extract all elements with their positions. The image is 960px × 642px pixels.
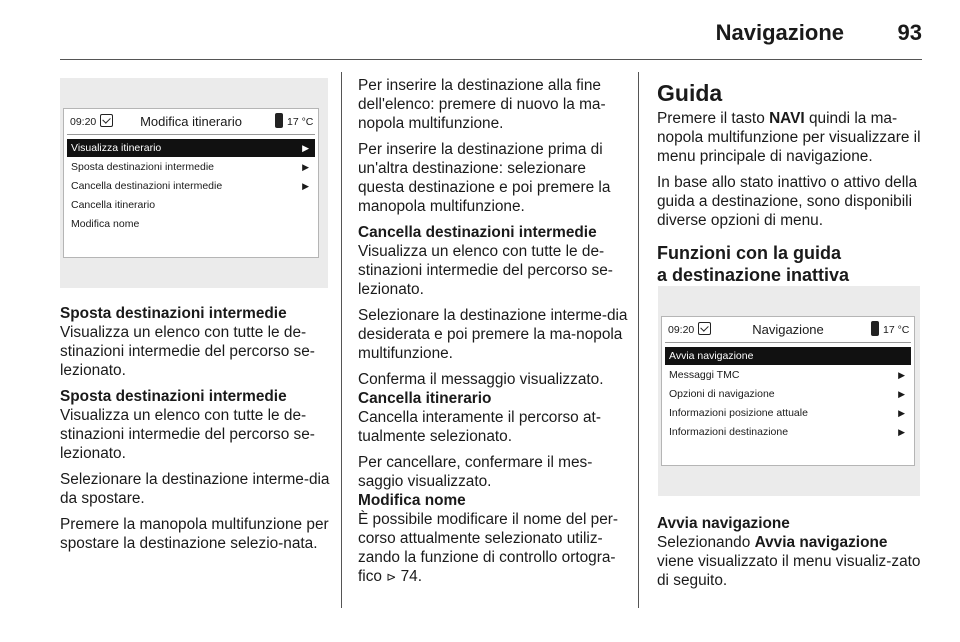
arrow-ref-icon: ⊳ — [386, 570, 397, 584]
temperature: 17 °C — [883, 324, 910, 336]
paragraph: Per cancellare, confermare il mes-saggio visualizzato. — [358, 454, 593, 490]
thermometer-icon — [871, 321, 879, 336]
paragraph — [657, 109, 925, 166]
paragraph: Visualizza un elenco con tutte le de-stinazioni intermedie del percorso se-lezionato. — [60, 324, 315, 379]
paragraph: Conferma il messaggio visualizzato. — [358, 371, 604, 388]
screen-menu-item-label: Cancella destinazioni intermedie — [71, 180, 223, 192]
screen-menu-item[interactable] — [67, 177, 315, 195]
text: Premere il tasto — [657, 110, 765, 127]
clock: 09:20 — [70, 116, 97, 128]
paragraph-text: È possibile modificare il nome del per-corso attualmente selezionato utiliz-zando la funzione di controllo ortogra-fico — [358, 511, 619, 585]
section-title: Navigazione — [715, 20, 844, 45]
page-header — [60, 18, 922, 60]
screen-title: Navigazione — [752, 322, 824, 337]
chevron-right-icon: ▶ — [898, 408, 905, 418]
paragraph: Per inserire la destinazione prima di un'altra destinazione: selezionare questa destinazione e poi premere la manopola multifunzione. — [358, 141, 611, 215]
paragraph: Visualizza un elenco con tutte le de-stinazioni intermedie del percorso se-lezionato. — [358, 243, 613, 298]
chevron-right-icon: ▶ — [302, 181, 309, 191]
heading: Sposta destinazioni intermedie — [60, 305, 287, 322]
subheading: a destinazione inattiva — [657, 265, 850, 285]
screen-menu-item[interactable] — [665, 385, 911, 403]
heading: Cancella destinazioni intermedie — [358, 224, 597, 241]
screen-illustration — [658, 286, 920, 496]
column-3 — [657, 80, 925, 286]
paragraph — [358, 510, 630, 587]
page-reference[interactable]: 74. — [400, 568, 422, 585]
page-number: 93 — [897, 20, 922, 45]
temperature: 17 °C — [287, 116, 314, 128]
separator — [665, 342, 911, 343]
text: quindi la ma-nopola multifunzione per visualizzare il menu principale di navigazione. — [657, 110, 921, 165]
paragraph: Selezionare la destinazione interme-dia desiderata e poi premere la ma-nopola multifunzione. — [358, 307, 628, 362]
column-1 — [60, 304, 330, 560]
screen-status-bar — [64, 109, 318, 135]
screen-menu-item-label: Avvia navigazione — [669, 350, 754, 362]
column-divider — [638, 72, 639, 608]
chevron-right-icon: ▶ — [898, 427, 905, 437]
screen-menu-item-label: Informazioni destinazione — [669, 426, 789, 438]
paragraph: Cancella interamente il percorso at-tualmente selezionato. — [358, 409, 601, 445]
screen-illustration — [60, 78, 328, 288]
screen-menu-item[interactable] — [665, 404, 911, 422]
column-2 — [358, 76, 630, 594]
screen-status-bar — [662, 317, 914, 343]
screen-menu-item-label: Cancella itinerario — [71, 199, 156, 211]
paragraph: Premere la manopola multifunzione per spostare la destinazione selezio-nata. — [60, 516, 329, 552]
paragraph — [657, 533, 925, 590]
column-3-lower — [657, 514, 925, 597]
chevron-right-icon: ▶ — [898, 389, 905, 399]
chevron-right-icon: ▶ — [898, 370, 905, 380]
heading: Modifica nome — [358, 492, 466, 509]
thermometer-icon — [275, 113, 283, 128]
paragraph: Selezionare la destinazione interme-dia da spostare. — [60, 471, 330, 507]
heading: Cancella itinerario — [358, 390, 492, 407]
screen-menu-item[interactable] — [67, 215, 315, 233]
screen-title: Modifica itinerario — [140, 114, 242, 129]
paragraph: Per inserire la destinazione alla fine dell'elenco: premere di nuovo la ma-nopola multifunzione. — [358, 77, 606, 132]
heading: Avvia navigazione — [657, 515, 790, 532]
text: viene visualizzato il menu visualiz-zato di seguito. — [657, 553, 921, 589]
screen-menu-item-label: Sposta destinazioni intermedie — [71, 161, 215, 173]
screen-menu-item-label: Visualizza itinerario — [71, 142, 162, 154]
screen-menu-item[interactable] — [67, 196, 315, 214]
screen-menu-item-label: Informazioni posizione attuale — [669, 407, 808, 419]
chevron-right-icon: ▶ — [302, 143, 309, 153]
screen-menu-item[interactable] — [67, 139, 315, 157]
heading: Sposta destinazioni intermedie — [60, 388, 287, 405]
guide-title: Guida — [657, 80, 723, 106]
screen-menu-item[interactable] — [665, 366, 911, 384]
paragraph: Visualizza un elenco con tutte le de-stinazioni intermedie del percorso se-lezionato. — [60, 407, 315, 462]
screen-menu-item[interactable] — [67, 158, 315, 176]
display-screen — [661, 316, 915, 466]
clock: 09:20 — [668, 324, 695, 336]
screen-menu-item[interactable] — [665, 423, 911, 441]
column-divider — [341, 72, 342, 608]
screen-menu-item-label: Opzioni di navigazione — [669, 388, 775, 400]
display-screen — [63, 108, 319, 258]
subheading: Funzioni con la guida — [657, 243, 841, 263]
paragraph: In base allo stato inattivo o attivo della guida a destinazione, sono disponibili diverse opzioni di menu. — [657, 174, 918, 229]
menu-name: Avvia navigazione — [754, 534, 888, 551]
key-name: NAVI — [769, 110, 805, 127]
separator — [67, 134, 315, 135]
screen-menu-item-label: Messaggi TMC — [669, 369, 740, 381]
screen-menu-item-label: Modifica nome — [71, 218, 140, 230]
chevron-right-icon: ▶ — [302, 162, 309, 172]
screen-menu-item[interactable] — [665, 347, 911, 365]
text: Selezionando — [657, 534, 751, 551]
